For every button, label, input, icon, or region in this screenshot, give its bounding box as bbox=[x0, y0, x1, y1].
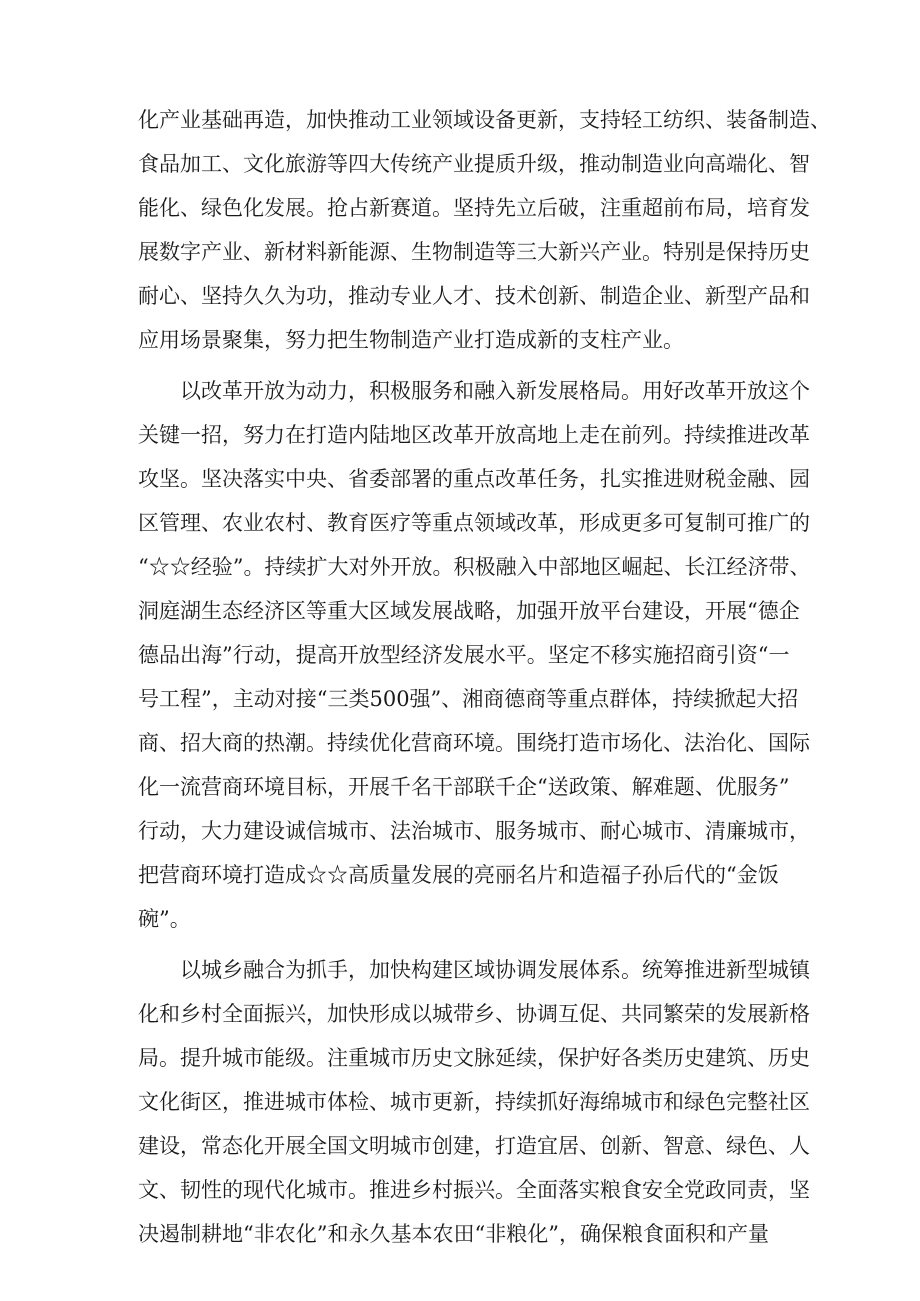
text-line: 食品加工、文化旅游等四大传统产业提质升级，推动制造业向高端化、智 bbox=[138, 152, 810, 176]
text-line: 决遏制耕地“非农化”和永久基本农田“非粮化”，确保粮食面积和产量 bbox=[138, 1222, 769, 1246]
text-line: 文、韧性的现代化城市。推进乡村振兴。全面落实粮食安全党政同责，坚 bbox=[138, 1178, 810, 1202]
body-text bbox=[138, 98, 831, 1256]
text-line: 区管理、农业农村、教育医疗等重点领域改革，形成更多可复制可推广的 bbox=[138, 511, 810, 535]
text-line: 关键一招，努力在打造内陆地区改革开放高地上走在前列。持续推进改革 bbox=[138, 423, 810, 447]
text-line: 洞庭湖生态经济区等重大区域发展战略，加强开放平台建设，开展“德企 bbox=[138, 599, 800, 623]
text-line: 化和乡村全面振兴，加快形成以城带乡、协调互促、共同繁荣的发展新格 bbox=[138, 1002, 810, 1026]
text-line: 展数字产业、新材料新能源、生物制造等三大新兴产业。特别是保持历史 bbox=[138, 240, 810, 264]
text-line: 攻坚。坚决落实中央、省委部署的重点改革任务，扎实推进财税金融、园 bbox=[138, 467, 810, 491]
paragraph-2 bbox=[138, 369, 811, 941]
text-line: 以城乡融合为抓手，加快构建区域协调发展体系。统筹推进新型城镇 bbox=[180, 958, 810, 982]
paragraph-3 bbox=[138, 948, 810, 1256]
text-line: 商、招大商的热潮。持续优化营商环境。围绕打造市场化、法治化、国际 bbox=[138, 731, 810, 755]
text-line: 耐心、坚持久久为功，推动专业人才、技术创新、制造企业、新型产品和 bbox=[138, 284, 810, 308]
text-line: 局。提升城市能级。注重城市历史文脉延续，保护好各类历史建筑、历史 bbox=[138, 1046, 810, 1070]
paragraph-1 bbox=[138, 98, 831, 362]
paragraph-gap bbox=[138, 362, 788, 369]
text-line: 应用场景聚集，努力把生物制造产业打造成新的支柱产业。 bbox=[138, 328, 684, 352]
text-line: 以改革开放为动力，积极服务和融入新发展格局。用好改革开放这个 bbox=[180, 379, 810, 403]
text-line: 把营商环境打造成☆☆高质量发展的亮丽名片和造福子孙后代的“金饭 bbox=[138, 863, 779, 887]
text-line: 文化街区，推进城市体检、城市更新，持续抓好海绵城市和绿色完整社区 bbox=[138, 1090, 810, 1114]
text-line: “☆☆经验”。持续扩大对外开放。积极融入中部地区崛起、长江经济带、 bbox=[138, 555, 811, 579]
text-line: 号工程”，主动对接“三类500强”、湘商德商等重点群体，持续掀起大招 bbox=[138, 687, 799, 711]
text-line: 能化、绿色化发展。抢占新赛道。坚持先立后破，注重超前布局，培育发 bbox=[138, 196, 810, 220]
text-line: 化一流营商环境目标，开展千名干部联千企“送政策、解难题、优服务” bbox=[138, 775, 790, 799]
text-line: 化产业基础再造，加快推动工业领域设备更新，支持轻工纺织、装备制造、 bbox=[138, 108, 831, 132]
text-line: 碗”。 bbox=[138, 907, 191, 931]
text-line: 行动，大力建设诚信城市、法治城市、服务城市、耐心城市、清廉城市， bbox=[138, 819, 810, 843]
text-line: 德品出海”行动，提高开放型经济发展水平。坚定不移实施招商引资“一 bbox=[138, 643, 790, 667]
text-line: 建设，常态化开展全国文明城市创建，打造宜居、创新、智意、绿色、人 bbox=[138, 1134, 810, 1158]
paragraph-gap bbox=[138, 941, 788, 948]
